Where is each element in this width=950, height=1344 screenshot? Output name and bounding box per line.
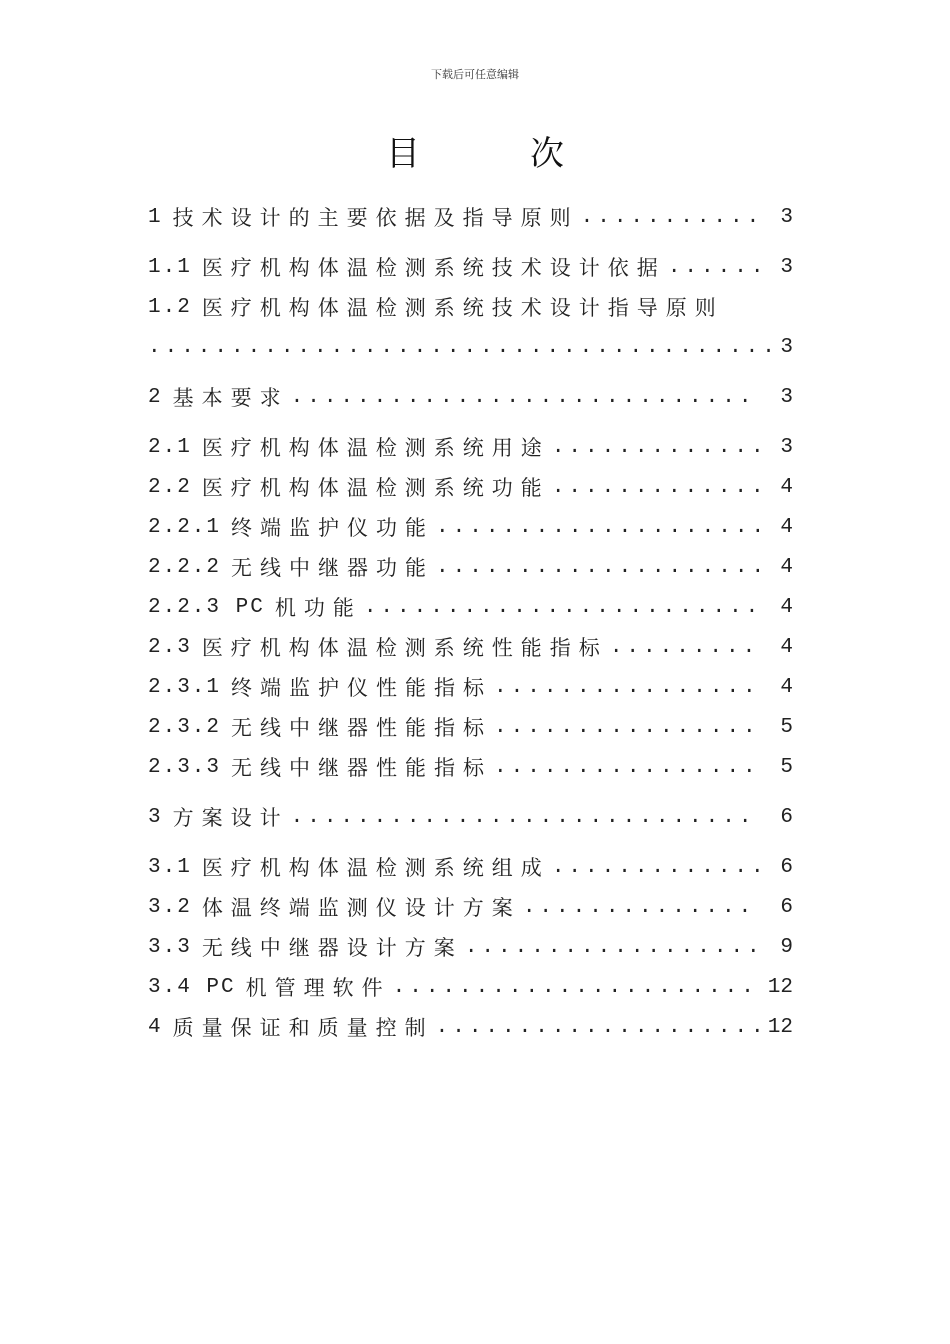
toc-entry-title: 机管理软件	[245, 976, 391, 1000]
toc-entry-page: 12	[767, 1016, 793, 1039]
toc-entry[interactable]	[148, 203, 793, 233]
toc-entry-page: 3	[780, 436, 793, 459]
toc-leader-dots	[494, 673, 759, 703]
toc-entry-page: 3	[780, 256, 793, 279]
toc-leader-dots	[436, 1013, 759, 1043]
toc-entry[interactable]	[148, 593, 793, 623]
toc-leader-dots	[364, 593, 759, 623]
header-note: 下载后可任意编辑	[431, 68, 519, 81]
toc-entry[interactable]	[148, 633, 793, 663]
toc-leader-dots	[581, 203, 759, 233]
toc-entry-title: 终端监护仪功能	[231, 516, 435, 540]
toc-leader-dots	[393, 973, 759, 1003]
toc-entry-page: 12	[767, 976, 793, 999]
toc-entry-title: 医疗机构体温检测系统组成	[201, 856, 550, 880]
toc-entry-page: 4	[780, 556, 793, 579]
toc-entry-title: 终端监护仪性能指标	[231, 676, 493, 700]
table-of-contents	[148, 0, 793, 1344]
toc-entry-number: 3.2	[148, 896, 192, 919]
toc-entry[interactable]	[148, 853, 793, 883]
toc-entry[interactable]	[148, 553, 793, 583]
toc-entry-title: 方案设计	[172, 806, 289, 830]
toc-entry[interactable]	[148, 973, 793, 1003]
toc-title-char-1: 目	[386, 134, 420, 174]
toc-entry-number: 2	[148, 386, 163, 409]
toc-entry-number: 2.3.2	[148, 716, 222, 739]
toc-entry-title: 无线中继器性能指标	[231, 756, 493, 780]
toc-entry-page: 4	[780, 476, 793, 499]
toc-entry[interactable]	[148, 253, 793, 283]
toc-leader-dots	[523, 893, 759, 923]
toc-entry-title: 基本要求	[172, 386, 289, 410]
toc-entry-title: 无线中继器功能	[231, 556, 435, 580]
toc-entry-number: 2.3.3	[148, 756, 222, 779]
toc-entry-page: 5	[780, 716, 793, 739]
toc-entry-page: 5	[780, 756, 793, 779]
toc-entry-page: 3	[780, 336, 793, 359]
toc-leader-dots	[494, 753, 759, 783]
toc-entry-title: 医疗机构体温检测系统用途	[201, 436, 550, 460]
toc-entry-page: 3	[780, 386, 793, 409]
toc-entry[interactable]	[148, 753, 793, 783]
toc-entry-continuation[interactable]	[148, 333, 793, 363]
toc-leader-dots	[610, 633, 759, 663]
toc-entry-number: 1	[148, 206, 163, 229]
toc-entry-number: 1.2	[148, 296, 192, 319]
toc-entry-title: 医疗机构体温检测系统性能指标	[201, 636, 608, 660]
toc-entry-number: 3.1	[148, 856, 192, 879]
toc-leader-dots	[148, 333, 779, 363]
toc-entry-title: 体温终端监测仪设计方案	[201, 896, 521, 920]
toc-entry[interactable]	[148, 713, 793, 743]
toc-entry-page: 6	[780, 856, 793, 879]
toc-entry-number: 2.2.1	[148, 516, 222, 539]
toc-entry-page: 6	[780, 896, 793, 919]
toc-entry-title: 医疗机构体温检测系统技术设计指导原则	[201, 296, 724, 320]
toc-entry-page: 9	[780, 936, 793, 959]
toc-title-char-2: 次	[530, 134, 564, 174]
toc-entry-number: 2.2.2	[148, 556, 222, 579]
toc-entry-title: 技术设计的主要依据及指导原则	[172, 206, 579, 230]
toc-entry[interactable]	[148, 513, 793, 543]
toc-leader-dots	[668, 253, 759, 283]
toc-entry-title: 无线中继器设计方案	[201, 936, 463, 960]
toc-entry-title: 医疗机构体温检测系统技术设计依据	[201, 256, 666, 280]
toc-entry-number: 2.2.3 PC	[148, 596, 265, 619]
toc-entry[interactable]	[148, 933, 793, 963]
toc-entry[interactable]	[148, 1013, 793, 1043]
toc-entry-number: 3	[148, 806, 163, 829]
toc-entry-title: 机功能	[274, 596, 362, 620]
toc-entry-page: 4	[780, 596, 793, 619]
toc-leader-dots	[494, 713, 759, 743]
toc-entry-page: 3	[780, 206, 793, 229]
toc-entry-page: 4	[780, 636, 793, 659]
toc-leader-dots	[436, 513, 759, 543]
toc-entry-number: 3.4 PC	[148, 976, 236, 999]
toc-leader-dots	[552, 473, 759, 503]
toc-entry-number: 2.2	[148, 476, 192, 499]
toc-entry-page: 6	[780, 806, 793, 829]
toc-entry[interactable]	[148, 473, 793, 503]
toc-leader-dots	[465, 933, 759, 963]
toc-entry-title: 无线中继器性能指标	[231, 716, 493, 740]
toc-leader-dots	[291, 803, 759, 833]
toc-entry-title: 医疗机构体温检测系统功能	[201, 476, 550, 500]
toc-entry[interactable]	[148, 433, 793, 463]
toc-entry-number: 1.1	[148, 256, 192, 279]
toc-entry-page: 4	[780, 676, 793, 699]
toc-entry[interactable]	[148, 293, 793, 323]
toc-entry-number: 3.3	[148, 936, 192, 959]
toc-entry-number: 2.1	[148, 436, 192, 459]
toc-leader-dots	[291, 383, 759, 413]
toc-entry-title: 质量保证和质量控制	[172, 1016, 434, 1040]
toc-entry[interactable]	[148, 803, 793, 833]
toc-leader-dots	[552, 433, 759, 463]
toc-leader-dots	[436, 553, 759, 583]
toc-entry-number: 4	[148, 1016, 163, 1039]
toc-entry-number: 2.3	[148, 636, 192, 659]
toc-entry[interactable]	[148, 383, 793, 413]
toc-entry[interactable]	[148, 673, 793, 703]
toc-entry[interactable]	[148, 893, 793, 923]
toc-entry-number: 2.3.1	[148, 676, 222, 699]
toc-entry-page: 4	[780, 516, 793, 539]
toc-leader-dots	[552, 853, 759, 883]
